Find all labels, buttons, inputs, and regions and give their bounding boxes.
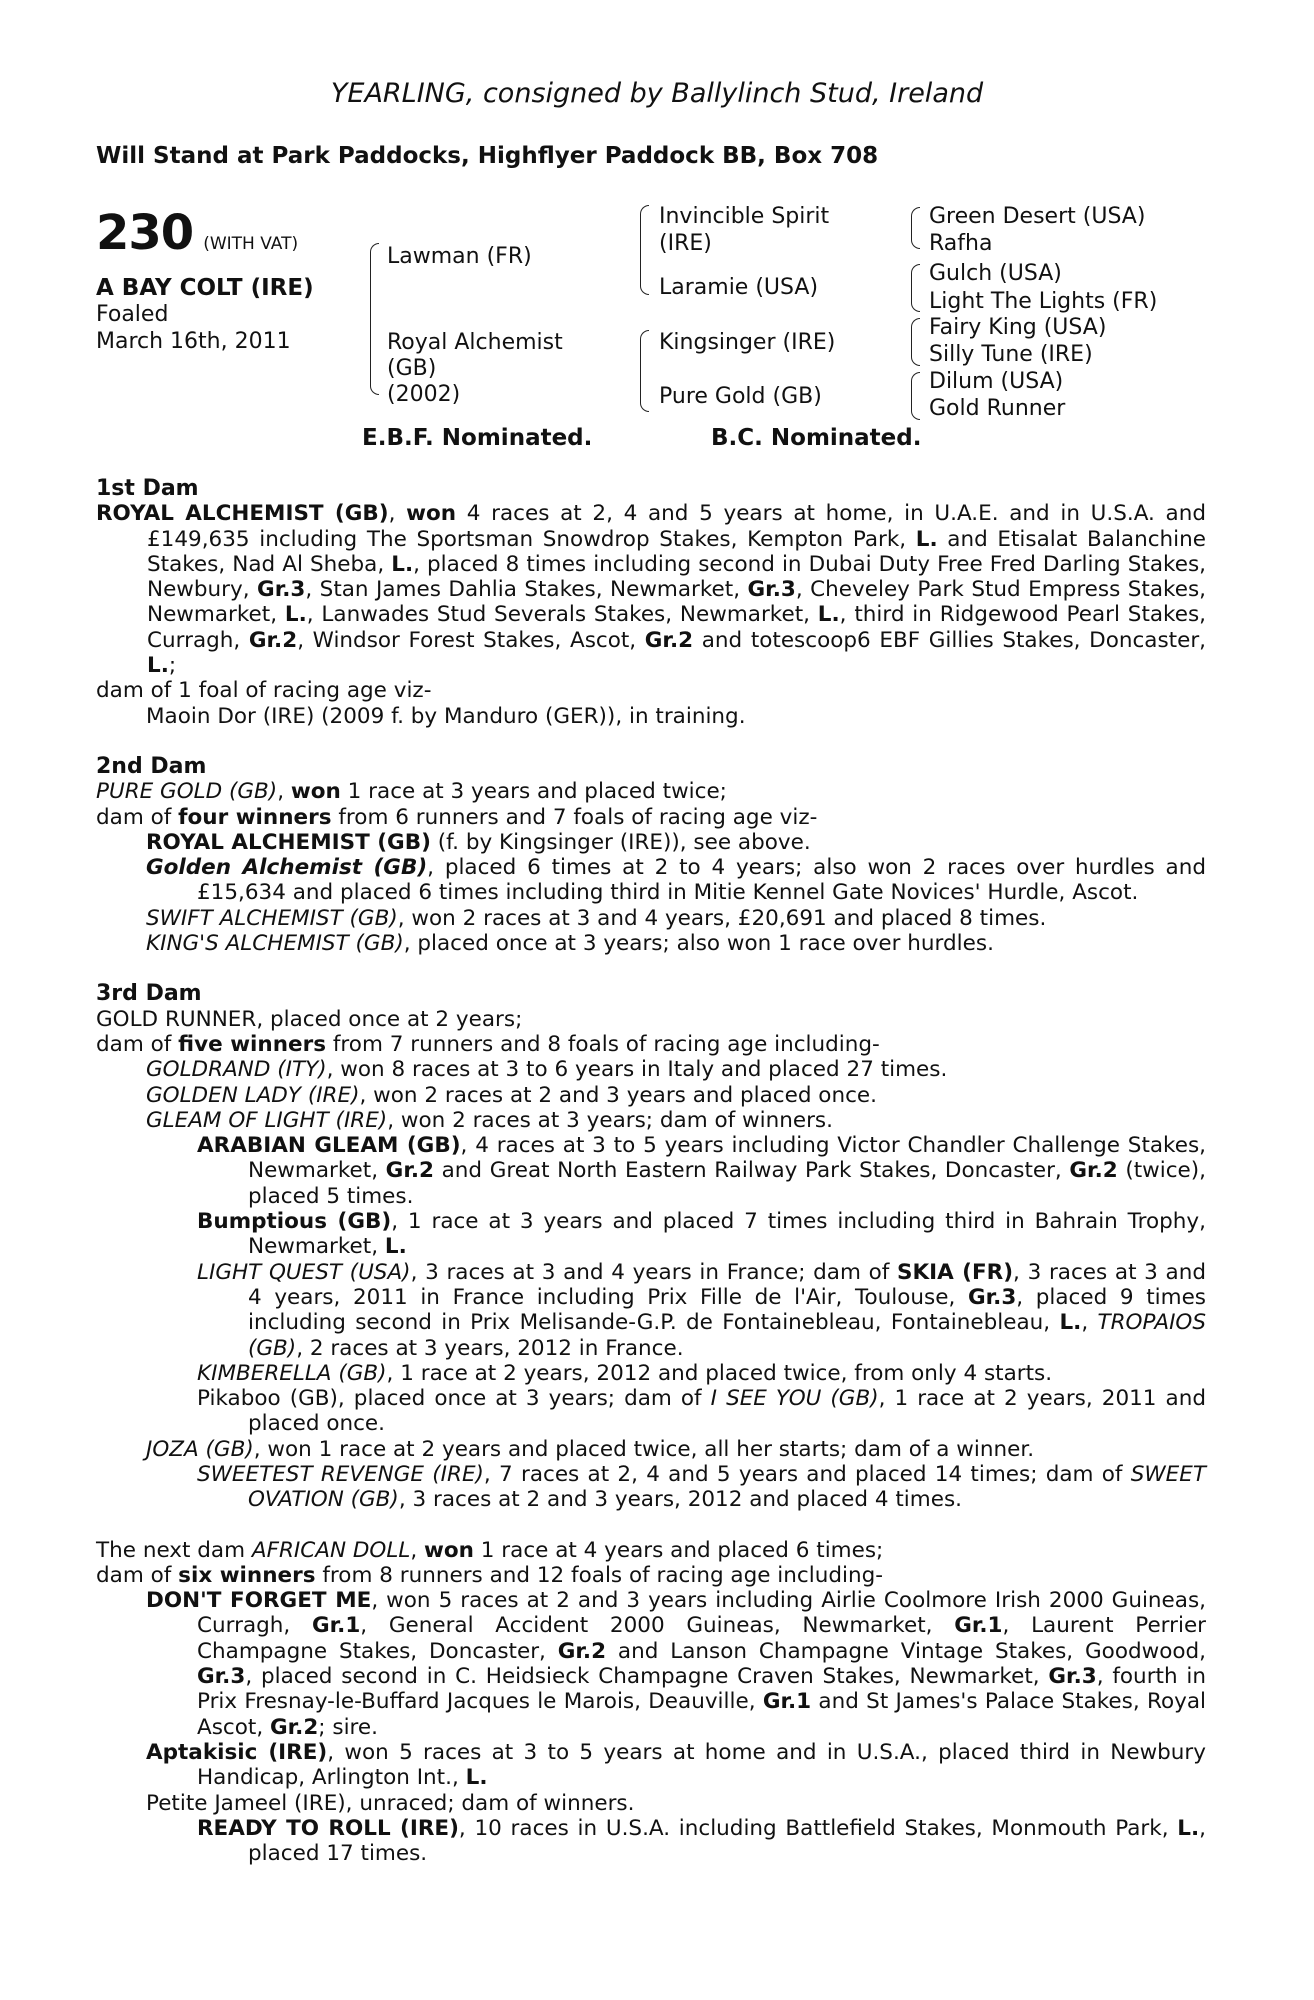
brace-gen1 — [370, 243, 379, 395]
next-dam-record: The next dam AFRICAN DOLL, won 1 race at 4 years and placed 6 times; — [96, 1537, 884, 1563]
first-dam-section — [96, 476, 1206, 729]
ped-g3-1: Green Desert (USA) — [929, 204, 1146, 229]
catalogue-body — [96, 476, 1206, 1866]
page-header: YEARLING, consigned by Ballylinch Stud, Ireland — [330, 78, 984, 109]
lot-number-block — [96, 205, 298, 261]
dam1-name: ROYAL ALCHEMIST (GB) — [96, 501, 389, 527]
second-dam-of: dam of four winners from 6 runners and 7 foals of racing age viz- — [96, 804, 818, 830]
next-dam-subrunner: READY TO ROLL (IRE), 10 races in U.S.A. including Battlefield Stakes, Monmouth Park, L., placed 17 times. — [197, 1815, 1206, 1867]
second-dam-title: 2nd Dam — [96, 753, 207, 779]
third-dam-subrunner: Pikaboo (GB), placed once at 3 years; dam of I SEE YOU (GB), 1 race at 2 years, 2011 and placed once. — [197, 1386, 1206, 1437]
ped-g3-4: Light The Lights (FR) — [929, 289, 1158, 314]
stand-location: Will Stand at Park Paddocks, Highflyer Paddock BB, Box 708 — [96, 143, 879, 169]
brace-gen3-3 — [911, 318, 920, 366]
ped-dam-2: (GB) — [387, 356, 437, 381]
third-dam-subrunner: LIGHT QUEST (USA), 3 races at 3 and 4 years in France; dam of SKIA (FR), 3 races at 3 and 4 years, 2011 in France including Prix Fille de l'Air, Toulouse, Gr.3, placed 9 times including second in Prix Melisande-G.P. de Fontainebleau, Fontainebleau, L., TROPAIOS (GB), 2 races at 3 years, 2012 in France. — [197, 1259, 1207, 1361]
lot-number: 230 — [96, 205, 194, 261]
ped-g3-3: Gulch (USA) — [929, 261, 1062, 286]
brace-gen2-top — [640, 205, 649, 295]
second-dam-record: PURE GOLD (GB), won 1 race at 3 years and placed twice; — [96, 779, 727, 805]
brace-gen3-1 — [911, 207, 920, 249]
bc-nominated: B.C. Nominated. — [711, 425, 922, 451]
next-dam-of: dam of six winners from 8 runners and 12 foals of racing age including- — [96, 1562, 883, 1588]
foaled-date: March 16th, 2011 — [96, 329, 291, 354]
ped-g3-2: Rafha — [929, 231, 993, 256]
next-dam-runner: Aptakisic (IRE), won 5 races at 3 to 5 years at home and in U.S.A., placed third in Newbury Handicap, Arlington Int., L. — [146, 1739, 1206, 1791]
second-dam-runner: ROYAL ALCHEMIST (GB) (f. by Kingsinger (IRE)), see above. — [146, 829, 811, 855]
ped-g3-7: Dilum (USA) — [929, 369, 1064, 394]
third-dam-runner: GOLDEN LADY (IRE), won 2 races at 2 and 3 years and placed once. — [146, 1082, 877, 1108]
foaled-label: Foaled — [96, 302, 169, 327]
next-dam-runner: Petite Jameel (IRE), unraced; dam of winners. — [146, 1790, 635, 1816]
ped-dam-sire: Kingsinger (IRE) — [659, 330, 836, 355]
first-dam-of: dam of 1 foal of racing age viz- — [96, 678, 432, 704]
first-dam-title: 1st Dam — [96, 476, 199, 501]
ped-dam-dam: Pure Gold (GB) — [659, 384, 822, 409]
first-dam-record: ROYAL ALCHEMIST (GB), won 4 races at 2, 4 and 5 years at home, in U.A.E. and in U.S.A. and £149,635 including The Sportsman Snowdrop Stakes, Kempton Park, L. and Etisalat Balanchine Stakes, Nad Al Sheba, L., placed 8 times including second in Dubai Duty Free Fred Darling Stakes, Newbury, Gr.3, Stan James Dahlia Stakes, Newmarket, Gr.3, Cheveley Park Stud Empress Stakes, Newmarket, L., Lanwades Stud Severals Stakes, Newmarket, L., third in Ridgewood Pearl Stakes, Curragh, Gr.2, Windsor Forest Stakes, Ascot, Gr.2 and totescoop6 EBF Gillies Stakes, Doncaster, L.; — [96, 501, 1207, 679]
first-dam-foal: Maoin Dor (IRE) (2009 f. by Manduro (GER)), in training. — [146, 703, 746, 729]
third-dam-subrunner: Bumptious (GB), 1 race at 3 years and placed 7 times including third in Bahrain Trophy, Newmarket, L. — [197, 1209, 1206, 1260]
third-dam-subrunner: SWEETEST REVENGE (IRE), 7 races at 2, 4 and 5 years and placed 14 times; dam of SWEET OVATION (GB), 3 races at 2 and 3 years, 2012 and placed 4 times. — [197, 1461, 1206, 1513]
ped-sire: Lawman (FR) — [387, 244, 532, 269]
next-dam-section — [96, 1538, 1206, 1867]
second-dam-runner: SWIFT ALCHEMIST (GB), won 2 races at 3 and 4 years, £20,691 and placed 8 times. — [146, 905, 1047, 931]
second-dam-runner: Golden Alchemist (GB), placed 6 times at 2 to 4 years; also won 2 races over hurdles and £15,634 and placed 6 times including third in Mitie Kennel Gate Novices' Hurdle, Ascot. — [146, 855, 1206, 906]
third-dam-runner: GLEAM OF LIGHT (IRE), won 2 races at 3 years; dam of winners. — [146, 1107, 833, 1133]
third-dam-of: dam of five winners from 7 runners and 8 foals of racing age including- — [96, 1031, 880, 1057]
ped-g3-8: Gold Runner — [929, 396, 1066, 421]
dam1-won: won — [406, 501, 457, 527]
brace-gen3-4 — [911, 372, 920, 420]
third-dam-section — [96, 981, 1206, 1512]
brace-gen2-bottom — [640, 330, 649, 412]
ped-dam-1: Royal Alchemist — [387, 330, 563, 355]
third-dam-subrunner: KIMBERELLA (GB), 1 race at 2 years, 2012 and placed twice, from only 4 starts. — [197, 1360, 1053, 1386]
ped-g3-5: Fairy King (USA) — [929, 315, 1107, 340]
brace-gen3-2 — [911, 264, 920, 312]
ped-sire-sire-1: Invincible Spirit — [659, 204, 830, 229]
third-dam-record: GOLD RUNNER, placed once at 2 years; — [96, 1006, 523, 1032]
third-dam-runner: JOZA (GB), won 1 race at 2 years and placed twice, all her starts; dam of a winner. — [146, 1436, 1035, 1462]
vat-note: (WITH VAT) — [203, 234, 299, 254]
ped-sire-sire-2: (IRE) — [659, 231, 712, 256]
ebf-nominated: E.B.F. Nominated. — [362, 425, 593, 451]
second-dam-section — [96, 754, 1206, 956]
second-dam-runner: KING'S ALCHEMIST (GB), placed once at 3 years; also won 1 race over hurdles. — [146, 931, 994, 957]
ped-g3-6: Silly Tune (IRE) — [929, 342, 1093, 367]
third-dam-runner: GOLDRAND (ITY), won 8 races at 3 to 6 years in Italy and placed 27 times. — [146, 1057, 948, 1083]
third-dam-subrunner: ARABIAN GLEAM (GB), 4 races at 3 to 5 years including Victor Chandler Challenge Stakes, Newmarket, Gr.2 and Great North Eastern Railway Park Stakes, Doncaster, Gr.2 (twice), placed 5 times. — [197, 1133, 1206, 1209]
ped-dam-3: (2002) — [387, 382, 461, 407]
horse-name: A BAY COLT (IRE) — [96, 275, 314, 301]
next-dam-runner: DON'T FORGET ME, won 5 races at 2 and 3 years including Airlie Coolmore Irish 2000 Guineas, Curragh, Gr.1, General Accident 2000 Guineas, Newmarket, Gr.1, Laurent Perrier Champagne Stakes, Doncaster, Gr.2 and Lanson Champagne Vintage Stakes, Goodwood, Gr.3, placed second in C. Heidsieck Champagne Craven Stakes, Newmarket, Gr.3, fourth in Prix Fresnay-le-Buffard Jacques le Marois, Deauville, Gr.1 and St James's Palace Stakes, Royal Ascot, Gr.2; sire. — [146, 1588, 1207, 1740]
ped-sire-dam: Laramie (USA) — [659, 275, 819, 300]
third-dam-title: 3rd Dam — [96, 981, 202, 1007]
